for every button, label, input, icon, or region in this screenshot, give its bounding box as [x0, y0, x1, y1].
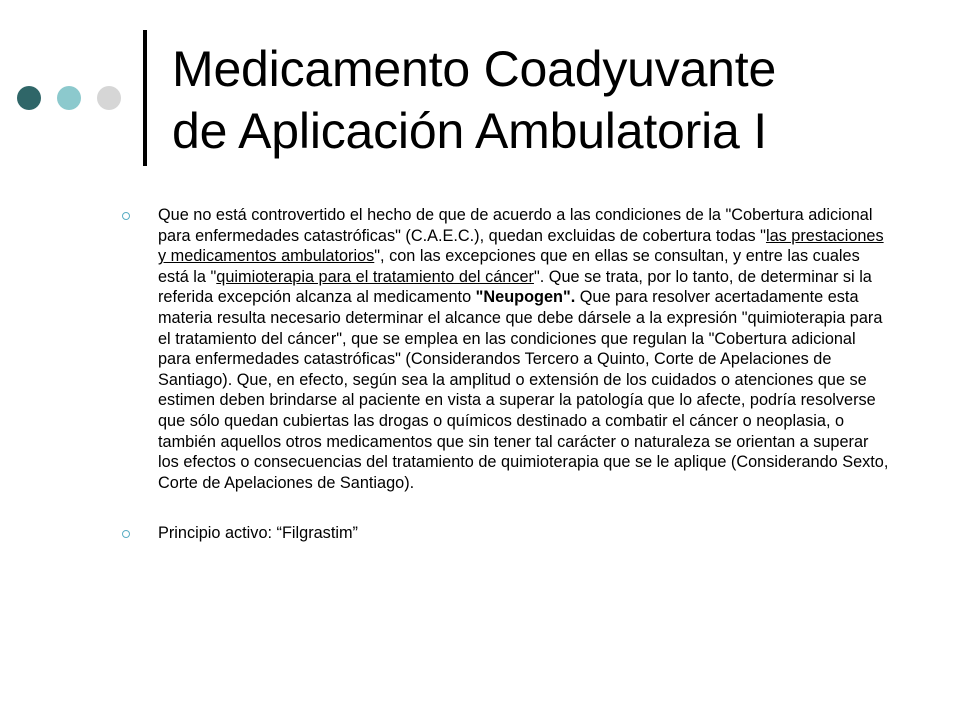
- bullet-item: [120, 523, 890, 544]
- ring-bullet-icon: [122, 530, 130, 538]
- bullet-text-segment: ", con las excepciones que en ellas se consultan, y entre las cuales está la ": [158, 247, 860, 286]
- bullet-text-segment: quimioterapia para el tratamiento del cáncer: [216, 267, 534, 286]
- slide-title: [172, 38, 776, 162]
- bullet-list: [120, 205, 890, 574]
- slide-title-line-1: Medicamento Coadyuvante: [172, 41, 777, 97]
- bullet-text-segment: las prestaciones y medicamentos ambulatorios: [158, 226, 884, 266]
- bullet-text-segment: Principio activo: “Filgrastim”: [158, 524, 358, 543]
- ring-bullet-icon: [122, 212, 130, 220]
- decorative-dot-dark: [17, 86, 41, 110]
- slide-title-line-2: de Aplicación Ambulatoria I: [172, 103, 767, 159]
- decorative-dot-grey: [97, 86, 121, 110]
- bullet-text-segment: ". Que se trata, por lo tanto, de determinar si la referida excepción alcanza al medicamento: [158, 267, 872, 307]
- bullet-text-segment: "Neupogen".: [475, 288, 576, 307]
- title-divider-bar: [143, 30, 147, 166]
- decorative-dot-teal: [57, 86, 81, 110]
- bullet-text-segment: Que para resolver acertadamente esta materia resulta necesario determinar el alcance que debe dársele a la expresión "quimioterapia para el tratamiento del cáncer", que se emplea en las condiciones que regulan la "Cobertura adicional para enfermedades catastróficas" (Considerandos Tercero a Quinto, Corte de Apelaciones de Santiago). Que, en efecto, según sea la amplitud o extensión de los cuidados o atenciones que se estimen deben brindarse al paciente en vista a superar la patología que lo afecte, podría resolverse que sólo quedan cubiertas las drogas o químicos destinado a combatir el cáncer o neoplasia, o también aquellos otros medicamentos que sin tener tal carácter o naturaleza se orientan a superar los efectos o consecuencias del tratamiento de quimioterapia que se le aplique (Considerando Sexto, Corte de Apelaciones de Santiago).: [158, 288, 889, 492]
- bullet-text-segment: Que no está controvertido el hecho de que de acuerdo a las condiciones de la "Cobertura adicional para enfermedades catastróficas" (C.A.E.C.), quedan excluidas de cobertura todas ": [158, 206, 873, 245]
- bullet-item: [120, 205, 890, 493]
